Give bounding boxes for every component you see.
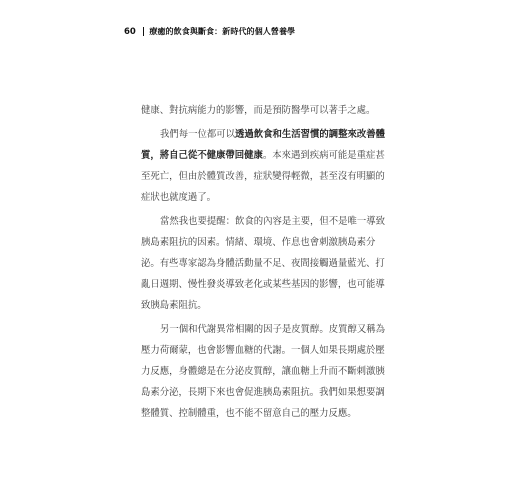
text-line: 整體質、控制體重，也不能不留意自己的壓力反應。 bbox=[141, 408, 357, 419]
paragraph-3 bbox=[141, 211, 386, 316]
text-line: 力反應，身體總是在分泌皮質醇，讓血糖上升而不斷刺激胰 bbox=[141, 366, 385, 377]
text-line: 症狀也就度過了。 bbox=[141, 192, 217, 203]
text-line: 健康、對抗病能力的影響，而是預防醫學可以著手之處。 bbox=[141, 105, 376, 116]
text-line: 當然我也要提醒：飲食的內容是主要，但不是唯一導致 bbox=[160, 216, 386, 227]
text-run: 。本來遇到疾病可能是重症甚 bbox=[262, 150, 385, 161]
text-line: 島素分泌，長期下來也會促進胰島素阻抗。我們如果想要調 bbox=[141, 387, 385, 398]
emphasis-text: 質，將自己從不健康帶回健康 bbox=[141, 150, 263, 161]
paragraph-2 bbox=[141, 124, 386, 208]
text-line: 泌。有些專家認為身體活動量不足、夜間接觸過量藍光、打 bbox=[141, 258, 385, 269]
header-divider bbox=[143, 27, 145, 36]
paragraph-1 bbox=[141, 100, 381, 121]
text-line: 另一個和代謝異常相關的因子是皮質醇。皮質醇又稱為 bbox=[160, 324, 386, 335]
page-number: 60 bbox=[124, 26, 136, 37]
text-line: 至死亡，但由於體質改善，症狀變得輕微，甚至沒有明顯的 bbox=[141, 171, 385, 182]
paragraph-4 bbox=[141, 319, 386, 424]
text-line: 亂日週期、慢性發炎導致老化或某些基因的影響，也可能導 bbox=[141, 279, 385, 290]
emphasis-text: 透過飲食和生活習慣的調整來改善體 bbox=[235, 129, 386, 140]
text-run: 我們每一位都可以 bbox=[160, 129, 236, 140]
text-line bbox=[141, 145, 385, 166]
text-line bbox=[141, 124, 386, 145]
text-line: 壓力荷爾蒙，也會影響血糖的代謝。一個人如果長期處於壓 bbox=[141, 345, 385, 356]
body-text bbox=[141, 100, 386, 424]
page-header bbox=[124, 26, 295, 37]
text-line: 胰島素阻抗的因素。情緒、環境、作息也會刺激胰島素分 bbox=[141, 237, 376, 248]
running-title: 療癒的飲食與斷食：新時代的個人營養學 bbox=[149, 26, 296, 36]
text-line: 致胰島素阻抗。 bbox=[141, 300, 207, 311]
